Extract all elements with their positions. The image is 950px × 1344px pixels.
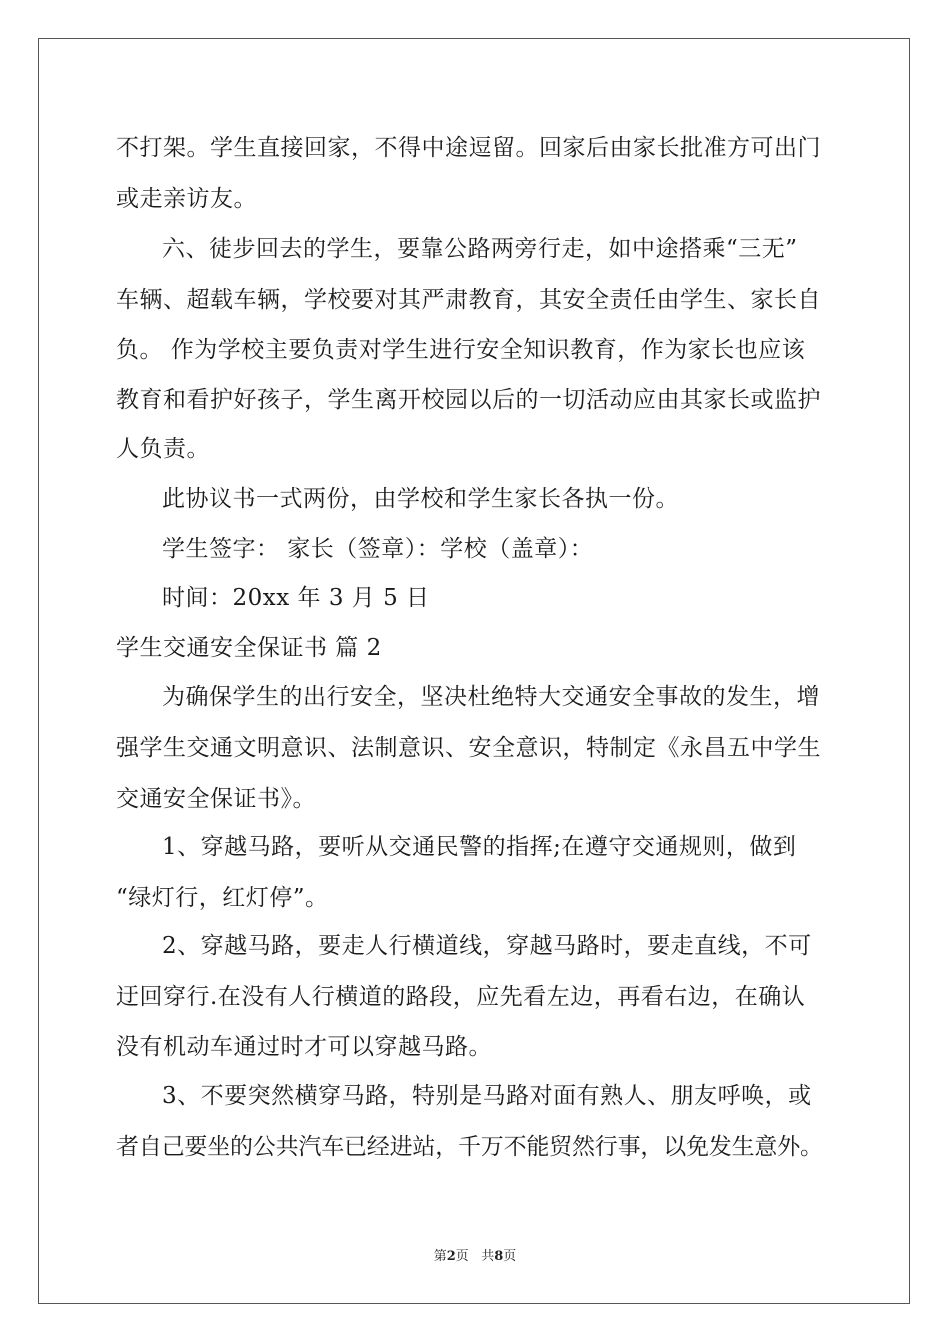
- body-line: 1、穿越马路，要听从交通民警的指挥;在遵守交通规则，做到: [162, 834, 797, 860]
- total-suffix: 页: [503, 1249, 517, 1264]
- date-line: 时间：20xx 年 3 月 5 日: [162, 585, 430, 611]
- body-line: 交通安全保证书》。: [116, 786, 316, 812]
- body-line: 负。 作为学校主要负责对学生进行安全知识教育，作为家长也应该: [116, 337, 806, 363]
- body-line: 迂回穿行.在没有人行横道的路段，应先看左边，再看右边，在确认: [116, 984, 806, 1010]
- body-line: 3、不要突然横穿马路，特别是马路对面有熟人、朋友呼唤，或: [162, 1083, 812, 1109]
- body-line: 为确保学生的出行安全，坚决杜绝特大交通安全事故的发生，增: [162, 684, 820, 710]
- body-line: 人负责。: [116, 436, 210, 462]
- body-line: 车辆、超载车辆，学校要对其严肃教育，其安全责任由学生、家长自: [116, 287, 821, 313]
- body-line: 强学生交通文明意识、法制意识、安全意识，特制定《永昌五中学生: [116, 735, 821, 761]
- total-prefix: 共: [481, 1249, 495, 1264]
- section-title: 学生交通安全保证书 篇 2: [116, 635, 382, 661]
- body-line: 此协议书一式两份，由学校和学生家长各执一份。: [162, 486, 679, 512]
- page-number: 2: [446, 1249, 456, 1264]
- body-line: “绿灯行，红灯停”。: [116, 885, 329, 911]
- page-prefix: 第: [433, 1249, 447, 1264]
- page-footer: [0, 1248, 950, 1266]
- total-pages: 8: [494, 1249, 504, 1264]
- body-line: 没有机动车通过时才可以穿越马路。: [116, 1034, 492, 1060]
- page-border: [38, 38, 910, 1304]
- body-line: 教育和看护好孩子，学生离开校园以后的一切活动应由其家长或监护: [116, 387, 821, 413]
- body-line: 者自己要坐的公共汽车已经进站，千万不能贸然行事，以免发生意外。: [116, 1134, 823, 1160]
- body-line: 不打架。学生直接回家，不得中途逗留。回家后由家长批准方可出门: [116, 135, 821, 161]
- signature-line: 学生签字： 家长（签章）：学校（盖章）：: [162, 536, 594, 562]
- body-line: 或走亲访友。: [116, 186, 257, 212]
- page-suffix: 页: [455, 1249, 469, 1264]
- body-line: 2、穿越马路，要走人行横道线，穿越马路时，要走直线，不可: [162, 933, 812, 959]
- body-line: 六、徒步回去的学生，要靠公路两旁行走，如中途搭乘“三无”: [162, 236, 798, 262]
